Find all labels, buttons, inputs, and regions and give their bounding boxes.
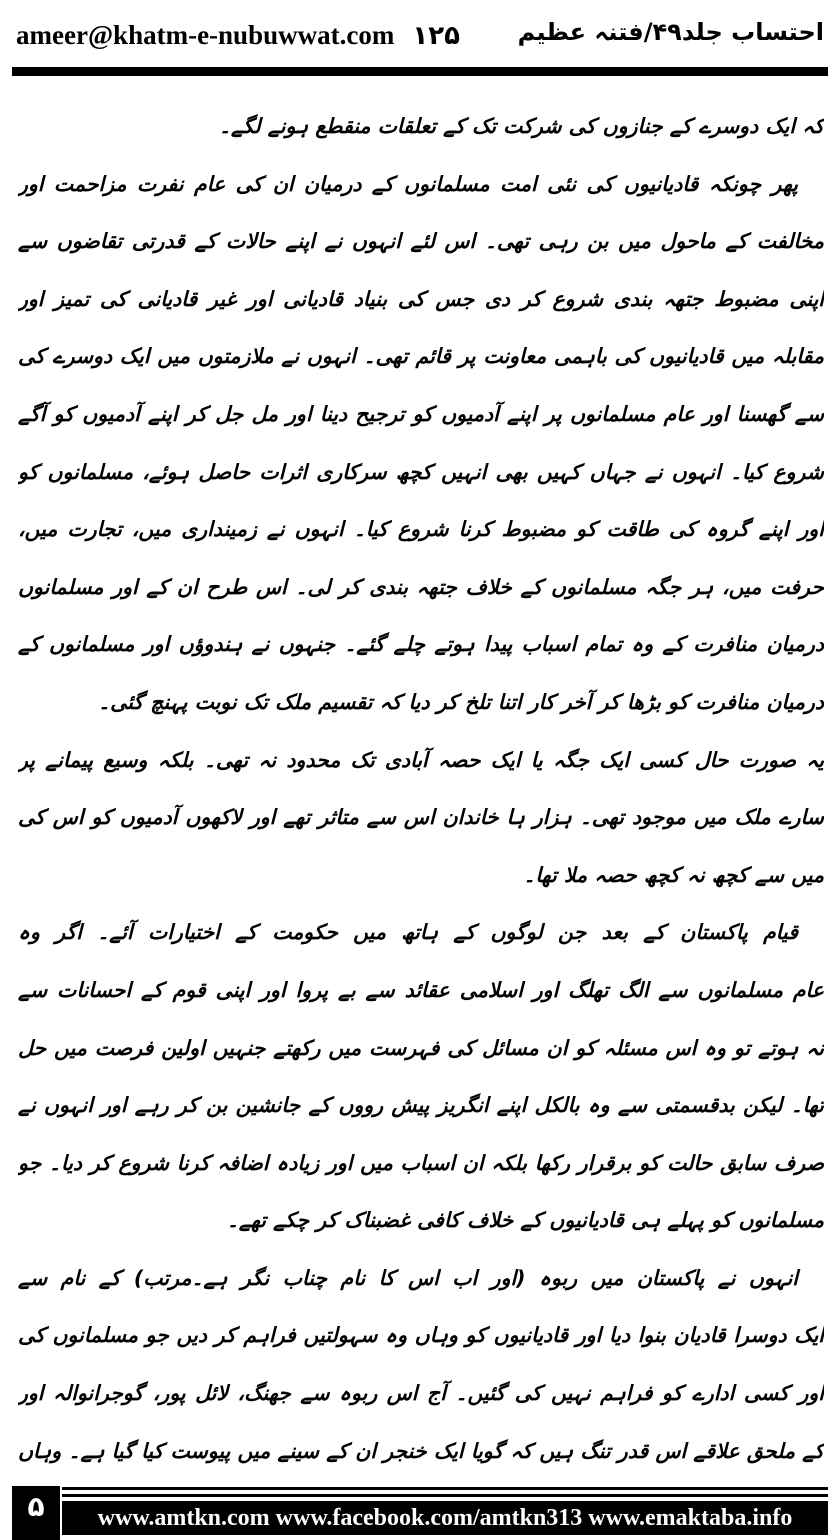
text-line: درمیان منافرت کے وہ تمام اسباب پیدا ہوتے چلے گئے۔ جنہوں نے ہندوؤں اور مسلمانوں کے <box>18 632 824 657</box>
text-line: عام مسلمانوں سے الگ تھلگ اور اسلامی عقائد سے بے پروا اور اپنی قوم کے احسانات سے <box>18 977 824 1002</box>
text-line: میں سے کچھ نہ کچھ حصہ ملا تھا۔ <box>523 862 824 887</box>
text-line: قیام پاکستان کے بعد جن لوگوں کے ہاتھ میں حکومت کے اختیارات آئے۔ اگر وہ <box>18 920 798 945</box>
text-line: تھا۔ لیکن بدقسمتی سے وہ بالکل اپنے انگریز پیش رووں کے جانشین بن کر رہے اور انہوں نے <box>18 1093 824 1118</box>
book-title: احتساب جلد۴۹/فتنہ عظیم <box>517 18 824 46</box>
text-line: انہوں نے پاکستان میں ربوہ (اور اب اس کا نام چناب نگر ہے۔مرتب) کے نام سے <box>18 1265 798 1290</box>
text-line: صرف سابق حالت کو برقرار رکھا بلکہ ان اسباب میں اور زیادہ اضافہ کرنا شروع کر دیا۔ جو <box>18 1150 824 1175</box>
text-line: حرفت میں، ہر جگہ مسلمانوں کے خلاف جتھہ بندی کر لی۔ اس طرح ان کے اور مسلمانوں <box>18 574 824 599</box>
header-divider <box>12 67 828 76</box>
text-line: ایک دوسرا قادیان بنوا دیا اور قادیانیوں کو وہاں وہ سہولتیں فراہم کر دیں جو مسلمانوں کی <box>18 1323 824 1348</box>
header-email <box>16 20 460 51</box>
text-line: یہ صورت حال کسی ایک جگہ یا ایک حصہ آبادی تک محدود نہ تھی۔ بلکہ وسیع پیمانے پر <box>18 747 824 772</box>
text-line: کہ ایک دوسرے کے جنازوں کی شرکت تک کے تعلقات منقطع ہونے لگے۔ <box>219 114 824 138</box>
text-line: اور کسی ادارے کو فراہم نہیں کی گئیں۔ آج اس ربوہ سے جھنگ، لائل پور، گوجرانوالہ اور <box>18 1381 824 1406</box>
text-line: درمیان منافرت کو بڑھا کر آخر کار اتنا تلخ کر دیا کہ تقسیم ملک تک نوبت پہنچ گئی۔ <box>98 689 824 714</box>
text-line: سارے ملک میں موجود تھی۔ ہزار ہا خاندان اس سے متاثر تھے اور لاکھوں آدمیوں کو اس کی <box>18 805 824 830</box>
text-line: نہ ہوتے تو وہ اس مسئلہ کو ان مسائل کی فہرست میں رکھتے جنہیں اولین فرصت میں حل <box>18 1035 824 1060</box>
footer-rule <box>62 1494 828 1497</box>
text-line: شروع کیا۔ انہوں نے جہاں کہیں بھی انہیں کچھ سرکاری اثرات حاصل ہوئے، مسلمانوں کو <box>18 459 824 484</box>
footer-links: www.amtkn.com www.facebook.com/amtkn313 www.emaktaba.info <box>62 1501 828 1535</box>
page-body <box>18 98 824 1480</box>
footer-rule <box>62 1487 828 1490</box>
text-line: پھر چونکہ قادیانیوں کی نئی امت مسلمانوں کے درمیان ان کی عام نفرت مزاحمت اور <box>18 171 798 196</box>
page-number: ۱۲۵ <box>412 21 460 51</box>
text-line: کے ملحق علاقے اس قدر تنگ ہیں کہ گویا ایک خنجر ان کے سینے میں پیوست کیا گیا ہے۔ وہاں <box>18 1438 824 1463</box>
text-line: مقابلہ میں قادیانیوں کی باہمی معاونت پر قائم تھی۔ انہوں نے ملازمتوں میں ایک دوسرے کی <box>18 344 824 369</box>
text-line: سے گھسنا اور عام مسلمانوں پر اپنے آدمیوں کو ترجیح دینا اور مل جل کر اپنے آدمیوں کو آگے <box>18 401 824 426</box>
text-line: اپنی مضبوط جتھہ بندی شروع کر دی جس کی بنیاد قادیانی اور غیر قادیانی کی تمیز اور <box>18 286 824 311</box>
text-line: اور اپنے گروہ کی طاقت کو مضبوط کرنا شروع کیا۔ انہوں نے زمینداری میں، تجارت میں، <box>18 517 824 542</box>
header-email-text: ameer@khatm-e-nubuwwat.com <box>16 20 395 50</box>
chapter-number: ۵ <box>12 1486 60 1540</box>
text-line: مسلمانوں کو پہلے ہی قادیانیوں کے خلاف کافی غضبناک کر چکے تھے۔ <box>226 1208 824 1233</box>
text-line: مخالفت کے ماحول میں بن رہی تھی۔ اس لئے انہوں نے اپنے حالات کے قدرتی تقاضوں سے <box>18 229 824 254</box>
